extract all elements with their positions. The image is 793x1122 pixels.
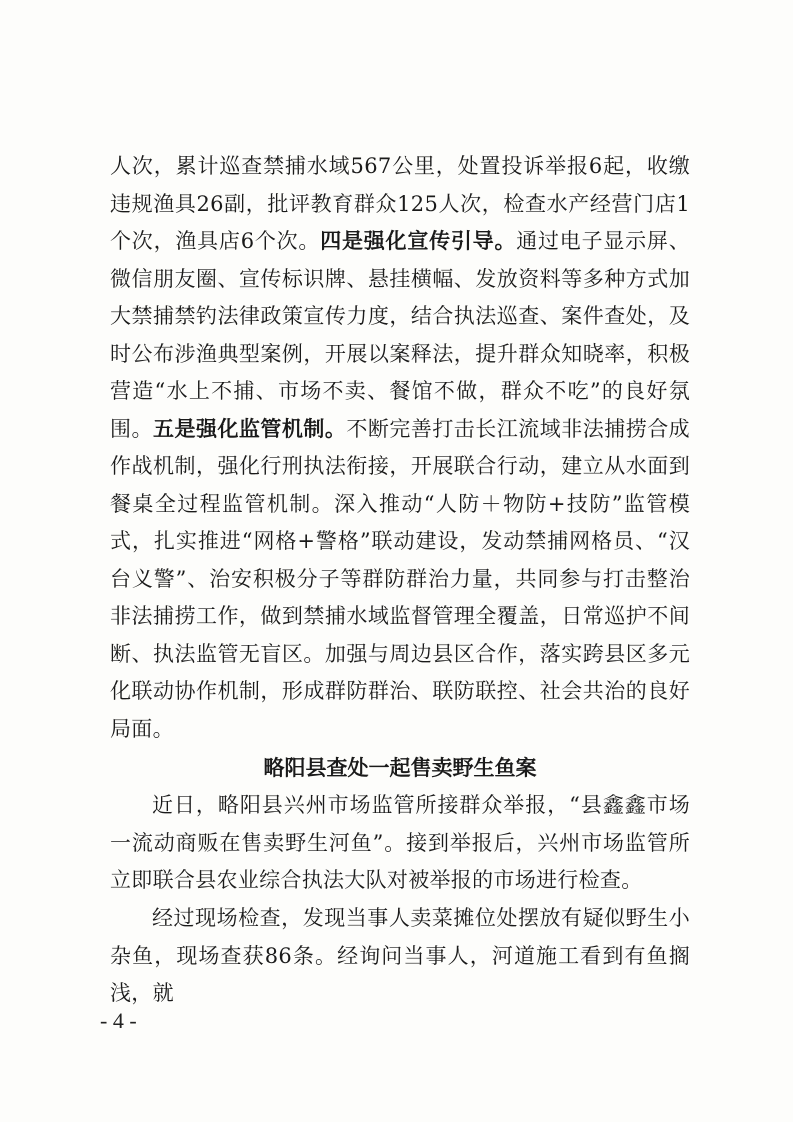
case-paragraph-report: 近日，略阳县兴州市场监管所接群众举报，“县鑫鑫市场一流动商贩在售卖野生河鱼”。接到举报后，兴州市场监管所立即联合县农业综合执法大队对被举报的市场进行检查。 [110,793,690,892]
paragraph-text: 不断完善打击长江流域非法捕捞合成作战机制，强化行刑执法衔接，开展联合行动，建立从水面到餐桌全过程监管机制。深入推动“人防＋物防+技防”监管模式，扎实推进“网格+警格”联动建设，发动禁捕网格员、“汉台义警”、治安积极分子等群防群治力量，共同参与打击整治非法捕捞工作，做到禁捕水域监督管理全覆盖，日常巡护不间断、执法监管无盲区。加强与周边县区合作，落实跨县区多元化联动协作机制，形成群防群治、联防联控、社会共治的良好局面。 [110,416,690,741]
case-paragraph-inspection: 经过现场检查，发现当事人卖菜摊位处摆放有疑似野生小杂鱼，现场查获86条。经询问当事人，河道施工看到有鱼搁浅，就 [110,906,690,1005]
paragraph-text: 人次，累计巡查禁捕水域567公里，处置投诉举报6起，收缴违规渔具26副，批评教育群众125人次，检查水产经营门店1个次，渔具店6个次。 [110,154,690,253]
bold-heading-supervision: 五是强化监管机制。 [152,416,347,441]
bold-heading-publicity: 四是强化宣传引导。 [320,229,517,253]
case-title: 略阳县查处一起售卖野生鱼案 [263,756,537,780]
body-paragraph-measures [110,148,690,748]
page-number: - 4 - [100,1008,137,1033]
paragraph-text: 通过电子显示屏、微信朋友圈、宣传标识牌、悬挂横幅、发放资料等多种方式加大禁捕禁钓法律政策宣传力度，结合执法巡查、案件查处，及时公布涉渔典型案例，开展以案释法，提升群众知晓率，积极营造“水上不捕、市场不卖、餐馆不做，群众不吃”的良好氛围。 [110,229,691,441]
